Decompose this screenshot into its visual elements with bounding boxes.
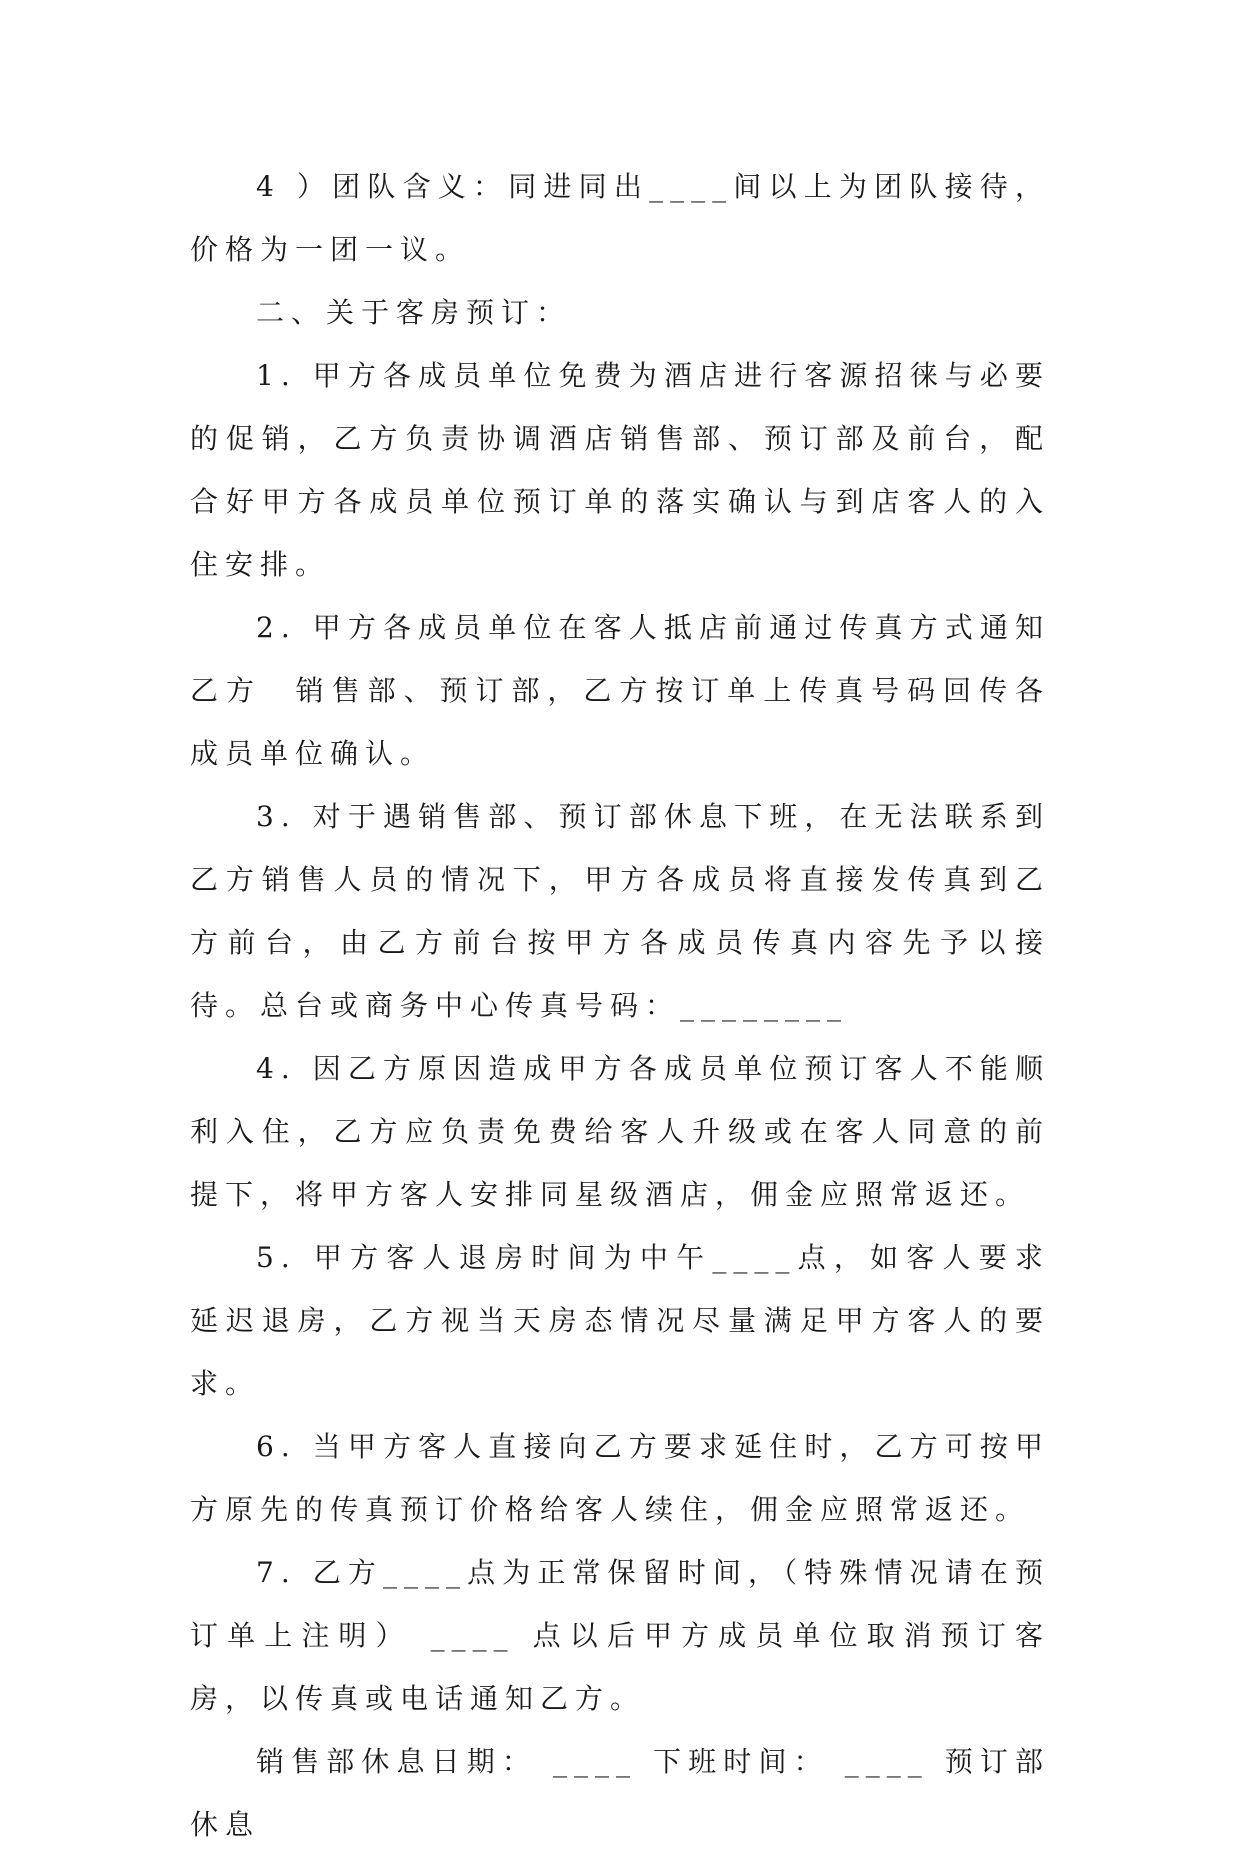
- paragraph-clause-3: 3. 对于遇销售部、预订部休息下班，在无法联系到乙方销售人员的情况下，甲方各成员将直接发传真到乙方前台，由乙方前台按甲方各成员传真内容先予以接待。总台或商务中心传真号码：________: [190, 800, 1050, 1022]
- paragraph-clause-5: 5. 甲方客人退房时间为中午____点，如客人要求延迟退房，乙方视当天房态情况尽量满足甲方客人的要求。: [190, 1241, 1050, 1400]
- document-page: [190, 155, 1050, 1856]
- paragraph-clause-6: 6. 当甲方客人直接向乙方要求延住时，乙方可按甲方原先的传真预订价格给客人续住，佣金应照常返还。: [190, 1430, 1050, 1526]
- section-heading-room-booking: 二、关于客房预订：: [256, 296, 572, 329]
- paragraph-clause-2: 2. 甲方各成员单位在客人抵店前通过传真方式通知乙方 销售部、预订部，乙方按订单上传真号码回传各成员单位确认。: [190, 611, 1050, 770]
- paragraph-clause-7: 7. 乙方____点为正常保留时间，（特殊情况请在预订单上注明） ____ 点以后甲方成员单位取消预订客房，以传真或电话通知乙方。: [190, 1556, 1050, 1715]
- paragraph-clause-4: 4. 因乙方原因造成甲方各成员单位预订客人不能顺利入住，乙方应负责免费给客人升级或在客人同意的前提下，将甲方客人安排同星级酒店，佣金应照常返还。: [190, 1052, 1050, 1211]
- paragraph-office-hours: 销售部休息日期： ____ 下班时间： ____ 预订部休息: [190, 1745, 1050, 1841]
- paragraph-team-definition: 4 ）团队含义：同进同出____间以上为团队接待，价格为一团一议。: [190, 170, 1050, 266]
- paragraph-clause-1: 1. 甲方各成员单位免费为酒店进行客源招徕与必要的促销，乙方负责协调酒店销售部、预订部及前台，配合好甲方各成员单位预订单的落实确认与到店客人的入住安排。: [190, 359, 1050, 581]
